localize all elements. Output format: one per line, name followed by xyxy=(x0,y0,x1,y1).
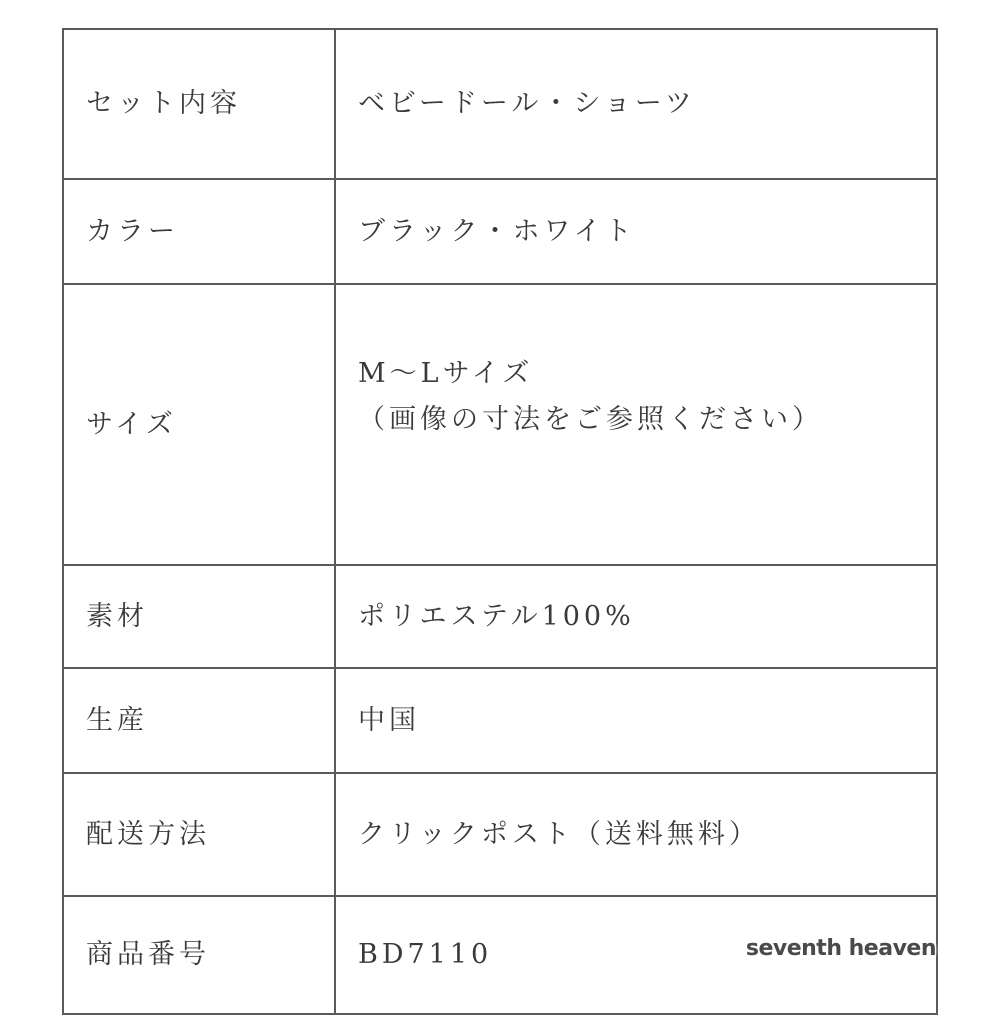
spec-label: セット内容 xyxy=(63,29,335,179)
spec-row-set-contents xyxy=(63,29,937,179)
spec-value-line: ブラック・ホワイト xyxy=(358,215,636,247)
spec-value xyxy=(335,773,937,896)
spec-value-line: BD7110 xyxy=(358,939,493,970)
spec-row-shipping xyxy=(63,773,937,896)
spec-row-size xyxy=(63,284,937,565)
spec-label: 配送方法 xyxy=(63,773,335,896)
spec-value xyxy=(335,565,937,668)
spec-value-line: （画像の寸法をご参照ください） xyxy=(358,404,823,435)
product-spec-table xyxy=(62,28,938,1015)
spec-label: 素材 xyxy=(63,565,335,668)
spec-value xyxy=(335,284,937,565)
spec-value xyxy=(335,668,937,773)
spec-value-line: クリックポスト（送料無料） xyxy=(358,818,760,850)
spec-row-color xyxy=(63,179,937,284)
spec-label: カラー xyxy=(63,179,335,284)
spec-value-line: 中国 xyxy=(358,704,420,736)
spec-label: 商品番号 xyxy=(63,896,335,1014)
spec-label: 生産 xyxy=(63,668,335,773)
spec-row-origin xyxy=(63,668,937,773)
brand-watermark: seventh heaven xyxy=(745,936,936,961)
spec-value-line: M～Lサイズ xyxy=(358,358,534,389)
spec-value-line: ベビードール・ショーツ xyxy=(358,88,696,119)
spec-value-line: ポリエステル100% xyxy=(358,600,635,632)
spec-row-material xyxy=(63,565,937,668)
spec-value xyxy=(335,179,937,284)
spec-label: サイズ xyxy=(63,284,335,565)
spec-value xyxy=(335,29,937,179)
